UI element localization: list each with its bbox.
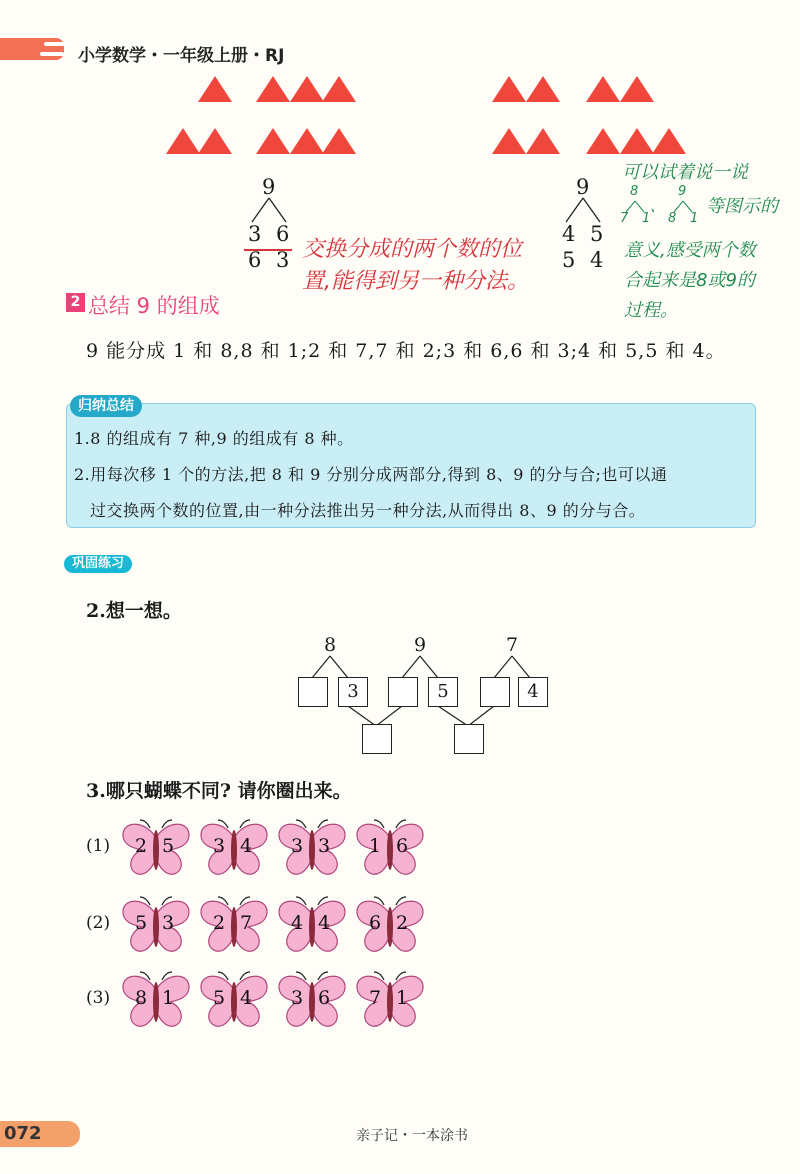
triangle-shape [290, 76, 324, 102]
mini-left: 7 [620, 211, 629, 226]
summary-line2b: 过交换两个数的位置,由一种分法推出另一种分法,从而得出 8、9 的分与合。 [90, 501, 646, 520]
butterfly[interactable] [120, 895, 192, 951]
section-number-badge: 2 [66, 293, 85, 312]
answer-box[interactable] [454, 724, 484, 754]
triangle-shape [652, 128, 686, 154]
triangle-shape [322, 76, 356, 102]
practice-tag: 巩固练习 [64, 555, 132, 573]
triangle-shape [198, 128, 232, 154]
butterfly-right-number: 1 [396, 987, 409, 1009]
given-box: 4 [518, 677, 548, 707]
row-label: (1) [86, 836, 111, 856]
butterfly-left-number: 2 [213, 912, 226, 934]
butterfly-left-number: 3 [291, 835, 304, 857]
butterfly[interactable] [276, 970, 348, 1026]
butterfly-left-number: 7 [369, 987, 382, 1009]
row-label: (3) [86, 988, 111, 1008]
mini-top: 8 [630, 184, 639, 199]
butterfly-icon [120, 818, 192, 880]
butterfly-icon [354, 895, 426, 957]
butterfly-icon [276, 818, 348, 880]
butterfly-icon [276, 895, 348, 957]
answer-box[interactable] [362, 724, 392, 754]
split-top-number: 9 [262, 175, 276, 199]
answer-box[interactable] [298, 677, 328, 707]
triangle-shape [526, 128, 560, 154]
triangle-shape [166, 128, 200, 154]
butterfly[interactable] [276, 818, 348, 874]
triangle-shape [256, 76, 290, 102]
butterfly[interactable] [354, 970, 426, 1026]
butterfly-left-number: 4 [291, 912, 304, 934]
note-red-line1: 交换分成的两个数的位 [302, 237, 523, 262]
q2-top-number: 7 [506, 634, 519, 656]
triangle-shape [322, 128, 356, 154]
mini-left: 8 [668, 211, 677, 226]
butterfly-left-number: 3 [291, 987, 304, 1009]
triangle-shape [256, 128, 290, 154]
butterfly-icon [354, 970, 426, 1032]
split-right-1: 5 [590, 222, 604, 246]
butterfly-icon [198, 970, 270, 1032]
butterfly-icon [120, 895, 192, 957]
butterfly-right-number: 7 [240, 912, 253, 934]
triangle-shape [198, 76, 232, 102]
note-green-line3: 意义,感受两个数 [624, 240, 756, 261]
butterfly[interactable] [354, 895, 426, 951]
butterfly-left-number: 8 [135, 987, 148, 1009]
question-2-title: 2.想一想。 [86, 600, 182, 622]
answer-box[interactable] [480, 677, 510, 707]
row-label: (2) [86, 913, 111, 933]
header-stripe [44, 42, 72, 46]
given-box: 3 [338, 677, 368, 707]
butterfly-left-number: 3 [213, 835, 226, 857]
butterfly[interactable] [198, 970, 270, 1026]
butterfly-right-number: 4 [318, 912, 331, 934]
question-3-title: 3.哪只蝴蝶不同? 请你圈出来。 [86, 780, 352, 802]
triangle-shape [492, 76, 526, 102]
butterfly-icon [276, 970, 348, 1032]
q2-top-number: 9 [414, 634, 427, 656]
butterfly-icon [198, 895, 270, 957]
answer-box[interactable] [388, 677, 418, 707]
split-left-1: 4 [562, 222, 576, 246]
q2-top-number: 8 [324, 634, 337, 656]
triangle-shape [586, 76, 620, 102]
split-left-2: 6 [248, 248, 262, 272]
triangle-shape [492, 128, 526, 154]
butterfly-icon [198, 818, 270, 880]
split-left-2: 5 [562, 248, 576, 272]
section-title: 总结 9 的组成 [88, 294, 220, 318]
header-title: 小学数学・一年级上册・RJ [78, 46, 285, 66]
split-top-number: 9 [576, 175, 590, 199]
butterfly-left-number: 2 [135, 835, 148, 857]
butterfly-right-number: 4 [240, 987, 253, 1009]
butterfly[interactable] [120, 818, 192, 874]
butterfly-left-number: 5 [213, 987, 226, 1009]
butterfly[interactable] [198, 895, 270, 951]
summary-line2a: 2.用每次移 1 个的方法,把 8 和 9 分别分成两部分,得到 8、9 的分与合;也可以通 [74, 465, 668, 484]
butterfly-right-number: 2 [396, 912, 409, 934]
triangle-shape [620, 76, 654, 102]
butterfly[interactable] [198, 818, 270, 874]
triangle-shape [526, 76, 560, 102]
butterfly-right-number: 3 [162, 912, 175, 934]
note-green-line5: 过程。 [624, 300, 678, 321]
note-green-mini-diagram-2 [664, 184, 704, 228]
butterfly[interactable] [354, 818, 426, 874]
butterfly-left-number: 6 [369, 912, 382, 934]
summary-tag: 归纳总结 [70, 395, 142, 417]
page-number: 072 [4, 1123, 42, 1144]
note-green-line1: 可以试着说一说 [622, 162, 748, 183]
header-stripe [40, 52, 64, 56]
mini-right: 1 [642, 211, 651, 226]
split-right-2: 4 [590, 248, 604, 272]
split-left-1: 3 [248, 222, 262, 246]
note-green-separator: 、 [650, 199, 664, 215]
butterfly[interactable] [120, 970, 192, 1026]
butterfly-icon [120, 970, 192, 1032]
butterfly-right-number: 3 [318, 835, 331, 857]
footer-text: 亲子记・一本涂书 [356, 1128, 468, 1144]
butterfly-left-number: 1 [369, 835, 382, 857]
butterfly-left-number: 5 [135, 912, 148, 934]
triangle-shape [586, 128, 620, 154]
mini-top: 9 [678, 184, 687, 199]
split-right-1: 6 [276, 222, 290, 246]
butterfly-right-number: 6 [396, 835, 409, 857]
given-box: 5 [428, 677, 458, 707]
split-right-2: 3 [276, 248, 290, 272]
note-red-line2: 置,能得到另一种分法。 [302, 269, 529, 294]
note-green-line4: 合起来是8或9的 [624, 270, 755, 291]
note-green-line2: 等图示的 [706, 196, 778, 217]
summary-line1: 1.8 的组成有 7 种,9 的组成有 8 种。 [74, 429, 354, 448]
butterfly-right-number: 1 [162, 987, 175, 1009]
butterfly-right-number: 6 [318, 987, 331, 1009]
triangle-shape [620, 128, 654, 154]
butterfly-right-number: 5 [162, 835, 175, 857]
triangle-shape [290, 128, 324, 154]
butterfly-icon [354, 818, 426, 880]
butterfly-right-number: 4 [240, 835, 253, 857]
butterfly[interactable] [276, 895, 348, 951]
composition-text: 9 能分成 1 和 8,8 和 1;2 和 7,7 和 2;3 和 6,6 和 3;4 和 5,5 和 4。 [86, 340, 726, 362]
mini-right: 1 [690, 211, 699, 226]
